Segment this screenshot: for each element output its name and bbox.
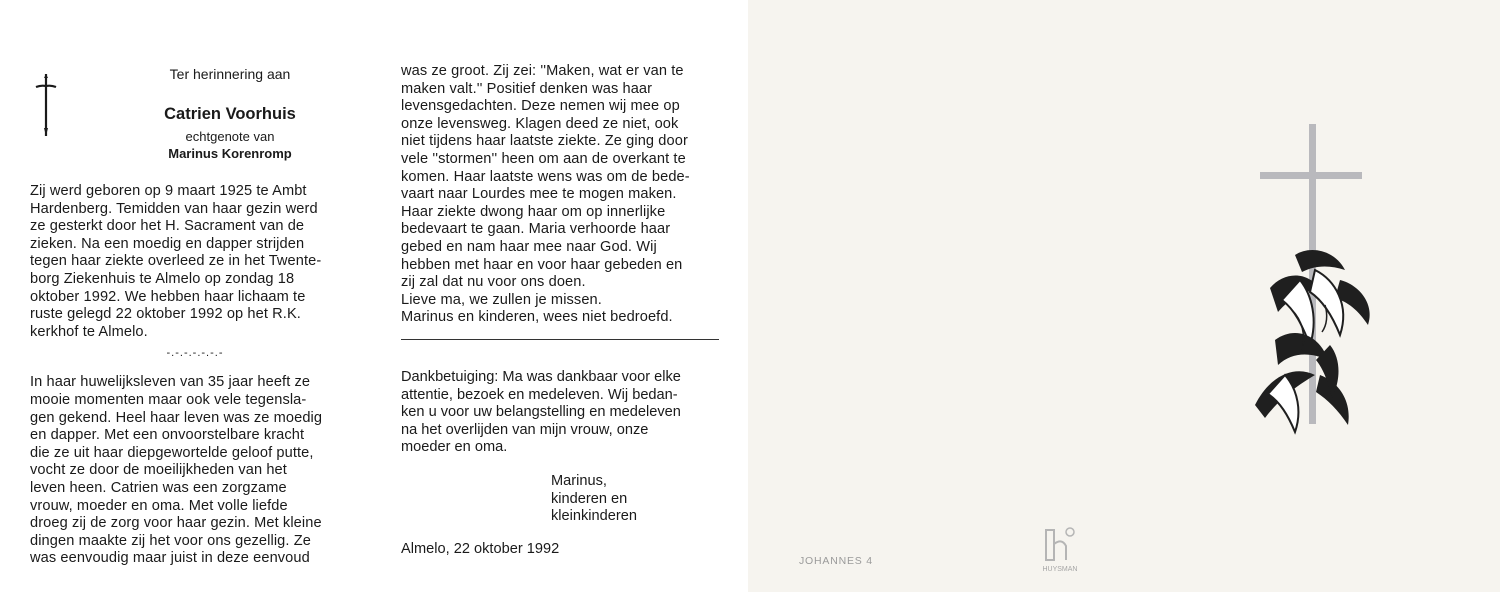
signature-line: Marinus,: [551, 473, 607, 489]
text-column-right: [401, 63, 721, 327]
place-date: Almelo, 22 oktober 1992: [401, 541, 560, 557]
text-column-left: [30, 183, 360, 568]
cross-with-lily-icon: [1240, 120, 1390, 440]
biography-paragraph: Zij werd geboren op 9 maart 1925 te Ambt Hardenberg. Temidden van haar gezin werd ze gesterkt door het H. Sacrament van de zieken. Na een moedig en dapper strijden tegen haar ziekte overleed ze in het Twente- borg Ziekenhuis te Almelo op zondag 18 oktober 1992. We hebben haar lichaam te ruste gelegd 22 oktober 1992 op het R.K. kerkhof te Almelo.: [30, 183, 322, 340]
deceased-name: Catrien Voorhuis: [164, 105, 296, 123]
separator: -.-.-.-.-.-.-: [166, 347, 224, 360]
in-memory-of-label: Ter herinnering aan: [169, 66, 291, 82]
thanks-paragraph: Dankbetuiging: Ma was dankbaar voor elke attentie, bezoek en medeleven. Wij bedan- ken u voor uw belangstelling en medeleven na het overlijden van mijn vrouw, onze moeder en oma.: [401, 369, 681, 456]
inner-spread: [0, 0, 748, 592]
publisher-logo: [1040, 524, 1080, 576]
signature-line: kinderen en: [551, 490, 628, 507]
continuation-paragraph: was ze groot. Zij zei: ''Maken, wat er van te maken valt.'' Positief denken was haar levensgedachten. Deze nemen wij mee op onze levensweg. Klagen deed ze niet, ook niet tijdens haar laatste ziekte. Ze ging door vele ''stormen'' heen om aan de overkant te komen. Haar laatste wens was om de bede- vaart naar Lourdes mee te mogen maken. Haar ziekte dwong haar om op innerlijke bedevaart te gaan. Maria verhoorde haar gebed en nam haar mee naar God. Wij hebben met haar en voor haar gebeden en zij zal dat nu voor ons doen. Lieve ma, we zullen je missen. Marinus en kinderen, wees niet bedroefd.: [401, 63, 690, 326]
signature-line: kleinkinderen: [551, 508, 637, 525]
publisher-logo-text: HUYSMAN: [1042, 566, 1078, 573]
marriage-paragraph: In haar huwelijksleven van 35 jaar heeft ze mooie momenten maar ook vele tegensla- gen gekend. Heel haar leven was ze moedig en dapper. Met een onvoorstelbare kracht die ze uit haar diepgewortelde geloof putte, vocht ze door de moeilijkheden van het leven heen. Catrien was een zorgzame vrouw, moeder en oma. Met volle liefde droeg zij de zorg voor haar gezin. Met kleine dingen maakte zij het voor ons gezellig. Ze was eenvoudig maar juist in deze eenvoud: [30, 374, 323, 567]
divider: [401, 339, 719, 340]
signature-block: [551, 473, 637, 526]
spouse-name: Marinus Korenromp: [168, 146, 292, 161]
cross-icon: [34, 72, 58, 138]
series-label: JOHANNES 4: [799, 555, 873, 567]
publisher-logo-icon: [1040, 524, 1080, 576]
spouse-label: echtgenote van: [185, 129, 275, 144]
